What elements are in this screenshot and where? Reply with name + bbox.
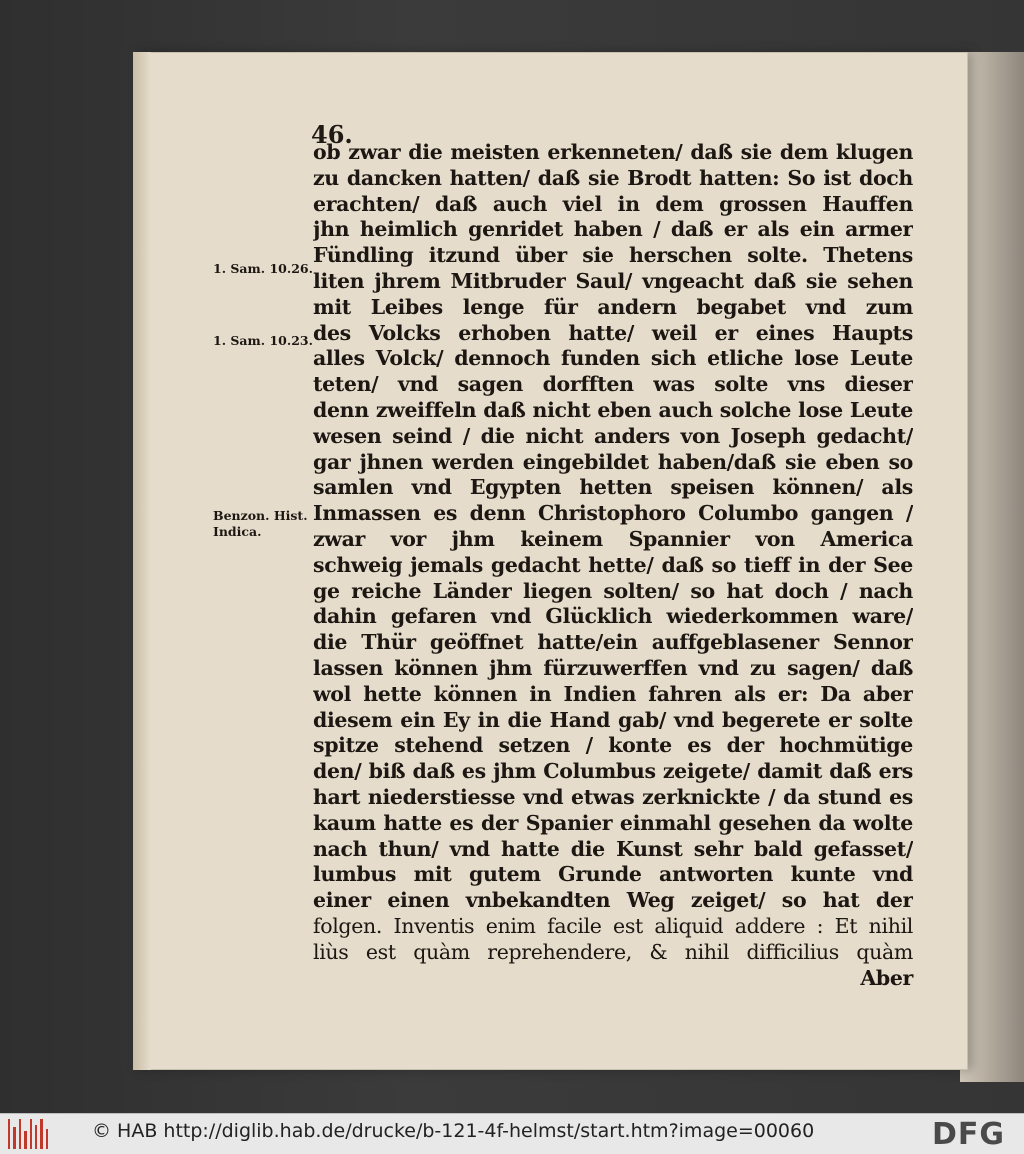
- text-line: wol hette können in Indien fahren als er: Da aber: [313, 681, 913, 706]
- footer-copyright-url[interactable]: © HAB http://diglib.hab.de/drucke/b-121-4f-helmst/start.htm?image=00060: [92, 1120, 815, 1142]
- gutter-shadow: [133, 52, 151, 1070]
- text-line: einer einen vnbekandten Weg zeiget/ so hat der: [313, 888, 913, 913]
- text-line: ge reiche Länder liegen solten/ so hat doch / nach: [313, 578, 913, 603]
- text-line: diesem ein Ey in die Hand gab/ vnd begerete er solte: [313, 707, 913, 732]
- text-line: zu dancken hatten/ daß sie Brodt hatten: So ist doch: [313, 165, 913, 190]
- text-line: spitze stehend setzen / konte es der hochmütige: [313, 733, 913, 758]
- text-line: lumbus mit gutem Grunde antworten kunte vnd: [313, 862, 913, 887]
- text-line: Inmassen es denn Christophoro Columbo gangen /: [313, 501, 913, 526]
- text-line: lassen können jhm fürzuwerffen vnd zu sagen/ daß: [313, 655, 913, 680]
- text-line: teten/ vnd sagen dorfften was solte vns dieser: [313, 372, 913, 397]
- text-line: die Thür geöffnet hatte/ein auffgeblasener Sennor: [313, 630, 913, 655]
- text-line: alles Volck/ dennoch funden sich etliche lose Leute: [313, 346, 913, 371]
- text-line: des Volcks erhoben hatte/ weil er eines Haupts: [313, 320, 913, 345]
- text-line: denn zweiffeln daß nicht eben auch solche lose Leute: [313, 397, 913, 422]
- text-line: den/ biß daß es jhm Columbus zeigete/ damit daß ers: [313, 759, 913, 784]
- text-line-latin: folgen. Inventis enim facile est aliquid addere : Et nihil: [313, 913, 913, 938]
- page-number: 46.: [311, 120, 353, 149]
- text-line: hart niederstiesse vnd etwas zerknickte / da stund es: [313, 784, 913, 809]
- catchword: Aber: [860, 965, 913, 990]
- text-line: erachten/ daß auch viel in dem grossen Hauffen: [313, 191, 913, 216]
- marginal-note-benzon-line-1: Benzon. Hist.: [213, 508, 308, 523]
- text-line: kaum hatte es der Spanier einmahl gesehen da wolte: [313, 810, 913, 835]
- page-body-text: [313, 140, 913, 991]
- text-line: samlen vnd Egypten hetten speisen können/ als: [313, 475, 913, 500]
- text-line: liten jhrem Mitbruder Saul/ vngeacht daß sie sehen: [313, 268, 913, 293]
- marginal-note-benzon: [213, 508, 313, 540]
- text-line: mit Leibes lenge für andern begabet vnd zum: [313, 294, 913, 319]
- marginal-note-benzon-line-2: Indica.: [213, 524, 262, 539]
- dfg-logo: DFG: [932, 1117, 1006, 1152]
- text-line: nach thun/ vnd hatte die Kunst sehr bald gefasset/: [313, 836, 913, 861]
- hab-logo-icon: [8, 1117, 48, 1149]
- text-line: Fündling itzund über sie herschen solte. Thetens: [313, 243, 913, 268]
- text-line: wesen seind / die nicht anders von Joseph gedacht/: [313, 423, 913, 448]
- text-line-latin: liùs est quàm reprehendere, & nihil difficilius quàm: [313, 939, 913, 964]
- text-line: jhn heimlich genridet haben / daß er als ein armer: [313, 217, 913, 242]
- text-line: schweig jemals gedacht hette/ daß so tieff in der See: [313, 552, 913, 577]
- marginal-note-1-sam-10-23: 1. Sam. 10.23.: [213, 333, 313, 348]
- text-line: gar jhnen werden eingebildet haben/daß sie eben so: [313, 449, 913, 474]
- text-line: zwar vor jhm keinem Spannier von America: [313, 526, 913, 551]
- text-line: ob zwar die meisten erkenneten/ daß sie dem klugen: [313, 140, 913, 164]
- marginal-note-1-sam-10-26: 1. Sam. 10.26.: [213, 261, 313, 276]
- text-line: dahin gefaren vnd Glücklich wiederkommen ware/: [313, 604, 913, 629]
- next-page-edge: [960, 52, 1024, 1082]
